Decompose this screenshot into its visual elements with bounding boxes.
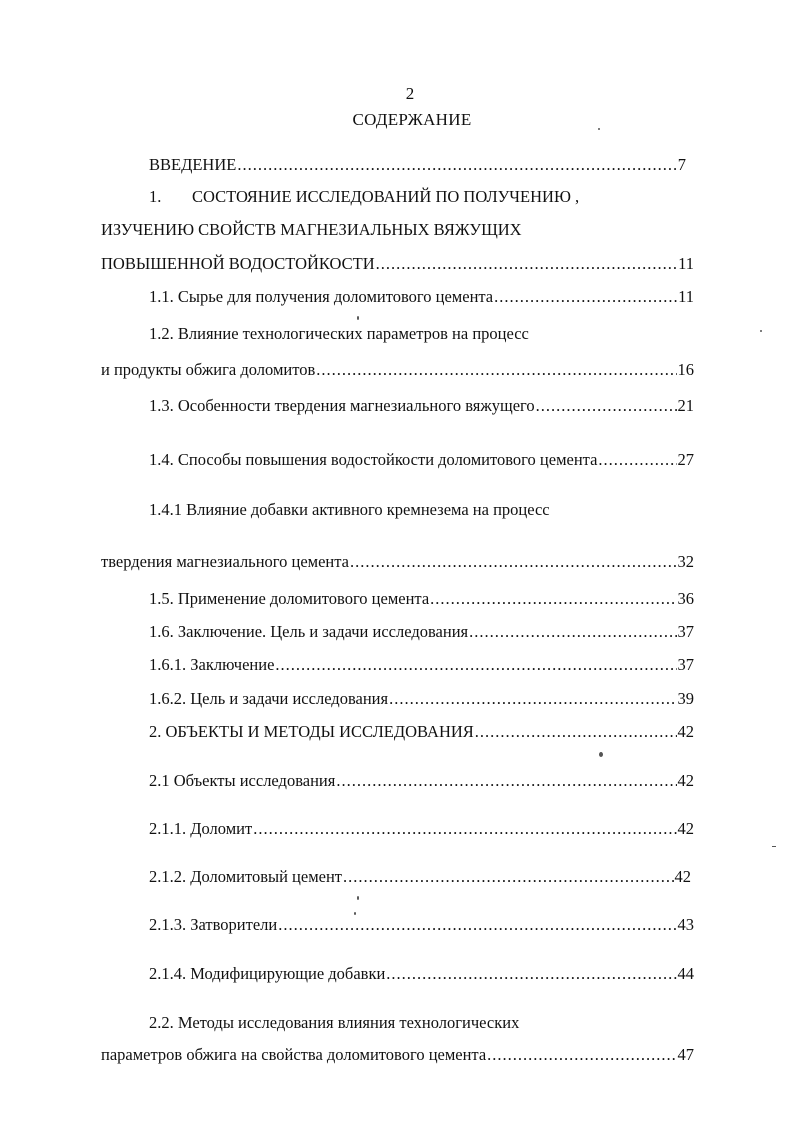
toc-entry-intro[interactable] xyxy=(149,155,686,175)
toc-entry-page: 42 xyxy=(677,722,694,741)
toc-entry-page: 21 xyxy=(677,396,694,415)
toc-entry-1-5[interactable] xyxy=(149,589,694,609)
toc-entry-1-2-line2[interactable] xyxy=(101,360,694,380)
toc-leader-dots xyxy=(487,1045,676,1065)
toc-entry-1-1[interactable] xyxy=(149,287,694,307)
toc-entry-page: 42 xyxy=(677,819,694,838)
toc-entry-text: 1.1. Сырье для получения доломитового цемента xyxy=(149,287,494,306)
toc-leader-dots xyxy=(316,360,676,380)
toc-leader-dots xyxy=(536,396,677,416)
toc-leader-dots xyxy=(376,254,677,274)
toc-entry-text: параметров обжига на свойства доломитового цемента xyxy=(101,1045,487,1064)
toc-leader-dots xyxy=(386,964,676,984)
toc-entry-text: 2.2. Методы исследования влияния технологических xyxy=(149,1013,520,1032)
toc-entry-text: 2.1.4. Модифицирующие добавки xyxy=(149,964,386,983)
scan-speck xyxy=(760,330,762,332)
toc-entry-page: 37 xyxy=(677,655,694,674)
toc-leader-dots xyxy=(343,867,673,887)
toc-entry-text: твердения магнезиального цемента xyxy=(101,552,349,571)
toc-leader-dots xyxy=(598,450,676,470)
toc-entry-1-3[interactable] xyxy=(149,396,694,416)
toc-entry-page: 47 xyxy=(677,1045,694,1064)
toc-entry-text: 1.5. Применение доломитового цемента xyxy=(149,589,430,608)
toc-entry-2-2-line1[interactable] xyxy=(149,1013,709,1033)
toc-entry-page: 11 xyxy=(678,254,694,273)
toc-entry-1-4[interactable] xyxy=(149,450,694,470)
toc-entry-2-1-4[interactable] xyxy=(149,964,694,984)
toc-entry-text: 1.6. Заключение. Цель и задачи исследования xyxy=(149,622,469,641)
scan-speck xyxy=(357,896,359,900)
toc-entry-page: 32 xyxy=(677,552,694,571)
toc-entry-page: 27 xyxy=(677,450,694,469)
toc-entry-text: 1.6.2. Цель и задачи исследования xyxy=(149,689,389,708)
toc-leader-dots xyxy=(389,689,676,709)
page-title: СОДЕРЖАНИЕ xyxy=(352,110,472,129)
toc-entry-page: 36 xyxy=(677,589,694,608)
toc-entry-text: 2.1.3. Затворители xyxy=(149,915,278,934)
scan-speck xyxy=(772,846,776,847)
toc-entry-page: 42 xyxy=(677,771,694,790)
page-number: 2 xyxy=(405,84,415,103)
toc-entry-text: СОСТОЯНИЕ ИССЛЕДОВАНИЙ ПО ПОЛУЧЕНИЮ , xyxy=(192,187,580,206)
scan-speck xyxy=(357,316,359,320)
toc-leader-dots xyxy=(275,655,676,675)
toc-entry-2-1-3[interactable] xyxy=(149,915,694,935)
toc-entry-text: 1.6.1. Заключение xyxy=(149,655,275,674)
toc-entry-1-6-2[interactable] xyxy=(149,689,694,709)
toc-leader-dots xyxy=(336,771,676,791)
toc-entry-page: 16 xyxy=(677,360,694,379)
toc-entry-text: 2.1.2. Доломитовый цемент xyxy=(149,867,343,886)
toc-entry-s1-line1[interactable] xyxy=(149,187,709,207)
toc-entry-1-4-1-line1[interactable] xyxy=(149,500,709,520)
toc-leader-dots xyxy=(430,589,676,609)
toc-entry-1-2-line1[interactable] xyxy=(149,324,709,344)
scan-speck xyxy=(598,128,600,130)
toc-entry-text: 1.4. Способы повышения водостойкости доломитового цемента xyxy=(149,450,598,469)
toc-entry-text: 2.1 Объекты исследования xyxy=(149,771,336,790)
toc-entry-text: 2.1.1. Доломит xyxy=(149,819,253,838)
toc-entry-1-4-1-line2[interactable] xyxy=(101,552,694,572)
toc-leader-dots xyxy=(469,622,676,642)
toc-entry-text: 1.2. Влияние технологических параметров на процесс xyxy=(149,324,529,343)
toc-leader-dots xyxy=(494,287,677,307)
toc-entry-text: ПОВЫШЕННОЙ ВОДОСТОЙКОСТИ xyxy=(101,254,375,273)
toc-entry-2-1-2[interactable] xyxy=(149,867,691,887)
toc-entry-2-2-line2[interactable] xyxy=(101,1045,694,1065)
toc-leader-dots xyxy=(350,552,677,572)
toc-entry-s1-line2 xyxy=(101,220,701,240)
scan-speck xyxy=(354,912,356,915)
toc-entry-page: 42 xyxy=(674,867,691,886)
toc-entry-page: 44 xyxy=(677,964,694,983)
toc-entry-page: 39 xyxy=(677,689,694,708)
toc-leader-dots xyxy=(253,819,676,839)
scan-speck xyxy=(599,752,603,757)
toc-entry-page: 7 xyxy=(677,155,686,174)
toc-leader-dots xyxy=(278,915,676,935)
toc-entry-number: 1. xyxy=(149,187,162,206)
toc-entry-2-1-1[interactable] xyxy=(149,819,694,839)
toc-leader-dots xyxy=(237,155,676,175)
toc-entry-1-6-1[interactable] xyxy=(149,655,694,675)
toc-entry-2[interactable] xyxy=(149,722,694,742)
toc-entry-2-1[interactable] xyxy=(149,771,694,791)
toc-entry-text: 1.3. Особенности твердения магнезиального вяжущего xyxy=(149,396,535,415)
toc-entry-text: и продукты обжига доломитов xyxy=(101,360,316,379)
toc-entry-page: 37 xyxy=(677,622,694,641)
toc-leader-dots xyxy=(475,722,677,742)
toc-entry-text: ВВЕДЕНИЕ xyxy=(149,155,237,174)
toc-entry-page: 43 xyxy=(677,915,694,934)
toc-entry-text: 1.4.1 Влияние добавки активного кремнезема на процесс xyxy=(149,500,550,519)
toc-entry-page: 11 xyxy=(678,287,694,306)
toc-entry-text: ИЗУЧЕНИЮ СВОЙСТВ МАГНЕЗИАЛЬНЫХ ВЯЖУЩИХ xyxy=(101,220,522,239)
toc-entry-text: 2. ОБЪЕКТЫ И МЕТОДЫ ИССЛЕДОВАНИЯ xyxy=(149,722,474,741)
toc-entry-s1-line3[interactable] xyxy=(101,254,694,274)
toc-entry-1-6[interactable] xyxy=(149,622,694,642)
